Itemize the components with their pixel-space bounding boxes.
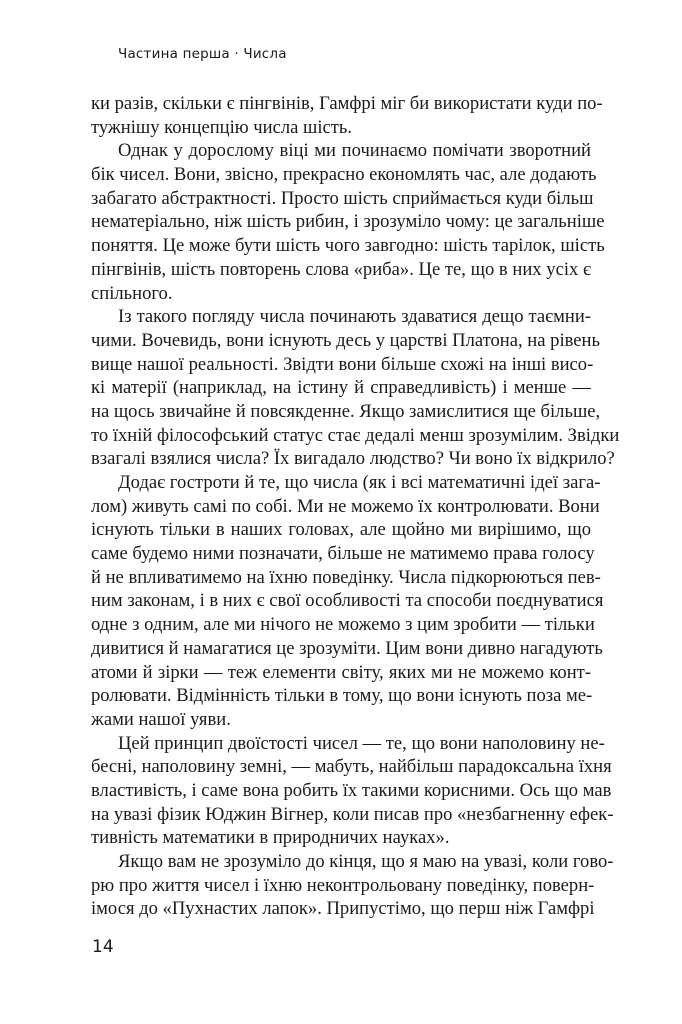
text-line: на увазі фізик Юджин Вігнер, коли писав про «незбагненну ефек- (91, 803, 614, 825)
text-line: ролювати. Відмінність тільки в тому, що вони існують поза ме- (91, 685, 593, 707)
text-line: Додає гостроти й те, що числа (як і всі математичні ідеї зага- (118, 472, 601, 493)
text-line: чими. Вочевидь, вони існують десь у царстві Платона, на рівень (91, 329, 600, 351)
text-line: й не впливатимемо на їхню поведінку. Числа підкорюються пев- (91, 566, 601, 588)
paragraph-1 (91, 92, 603, 139)
text-line: жами нашої уяви. (91, 708, 231, 730)
text-line: спільного. (91, 282, 173, 304)
text-line: забагато абстрактності. Просто шість сприймається куди більш (91, 187, 594, 209)
text-line: рю про життя чисел і їхню неконтрольовану поведінку, поверн- (91, 874, 595, 896)
text-line: саме будемо ними позначати, більше не матимемо права голосу (91, 543, 595, 565)
text-line: бесні, наполовину земні, — мабуть, найбільш парадоксальна їхня (91, 756, 612, 778)
paragraph-2 (91, 139, 605, 305)
page-number: 14 (92, 937, 114, 957)
paragraph-4 (91, 471, 604, 732)
paragraph-6 (91, 850, 614, 921)
text-line: вище нашої реальності. Звідти вони більше схожі на інші висо- (91, 353, 594, 375)
body-text (91, 92, 620, 921)
text-line: існують тільки в наших головах, але щойно ми вирішимо, що (91, 519, 591, 541)
text-line: Якщо вам не зрозуміло до кінця, що я маю на увазі, коли гово- (118, 851, 614, 872)
text-line: ним законам, і в них є свої особливості та способи поєднуватися (91, 590, 604, 612)
text-line: тужнішу концепцію числа шість. (91, 116, 353, 138)
text-line: Цей принцип двоїстості чисел — те, що вони наполовину не- (118, 732, 605, 754)
text-line: атоми й зірки — теж елементи світу, яких ми не можемо конт- (91, 661, 591, 683)
text-line: дивитися й намагатися це зрозуміти. Цим вони дивно нагадують (91, 637, 603, 659)
paragraph-3 (91, 305, 620, 471)
text-line: то їхній філософський статус стає дедалі менш зрозумілим. Звідки (91, 424, 620, 446)
running-head: Частина перша · Числа (118, 46, 287, 62)
text-line: на щось звичайне й повсякденне. Якщо замислитися ще більше, (91, 400, 601, 422)
text-line: властивість, і саме вона робить їх такими корисними. Ось що мав (91, 779, 612, 801)
text-line: ки разів, скільки є пінгвінів, Гамфрі міг би використати куди по- (91, 93, 603, 114)
text-line: Однак у дорослому віці ми починаємо помічати зворотний (118, 140, 591, 162)
text-line: кі матерії (наприклад, на істину й справедливість) і менше — (91, 377, 591, 399)
text-line: бік чисел. Вони, звісно, прекрасно економлять час, але додають (91, 164, 597, 186)
paragraph-5 (91, 732, 614, 850)
text-line: лом) живуть самі по собі. Ми не можемо їх контролювати. Вони (91, 495, 600, 517)
text-line: поняття. Це може бути шість чого завгодно: шість тарілок, шість (91, 235, 605, 257)
text-line: одне з одним, але ми нічого не можемо з цим зробити — тільки (91, 614, 595, 636)
text-line: Із такого погляду числа починають здаватися дещо таємни- (118, 306, 591, 328)
text-line: взагалі взялися числа? Їх вигадало людство? Чи воно їх відкрило? (91, 448, 615, 470)
text-line: нематеріально, ніж шість рибин, і зрозуміло чому: це загальніше (91, 211, 605, 233)
text-line: пінгвінів, шість повторень слова «риба». Це те, що в них усіх є (91, 258, 591, 280)
text-line: тивність математики в природничих науках». (91, 827, 450, 849)
text-line: імося до «Пухнастих лапок». Припустімо, що перш ніж Гамфрі (91, 898, 595, 920)
